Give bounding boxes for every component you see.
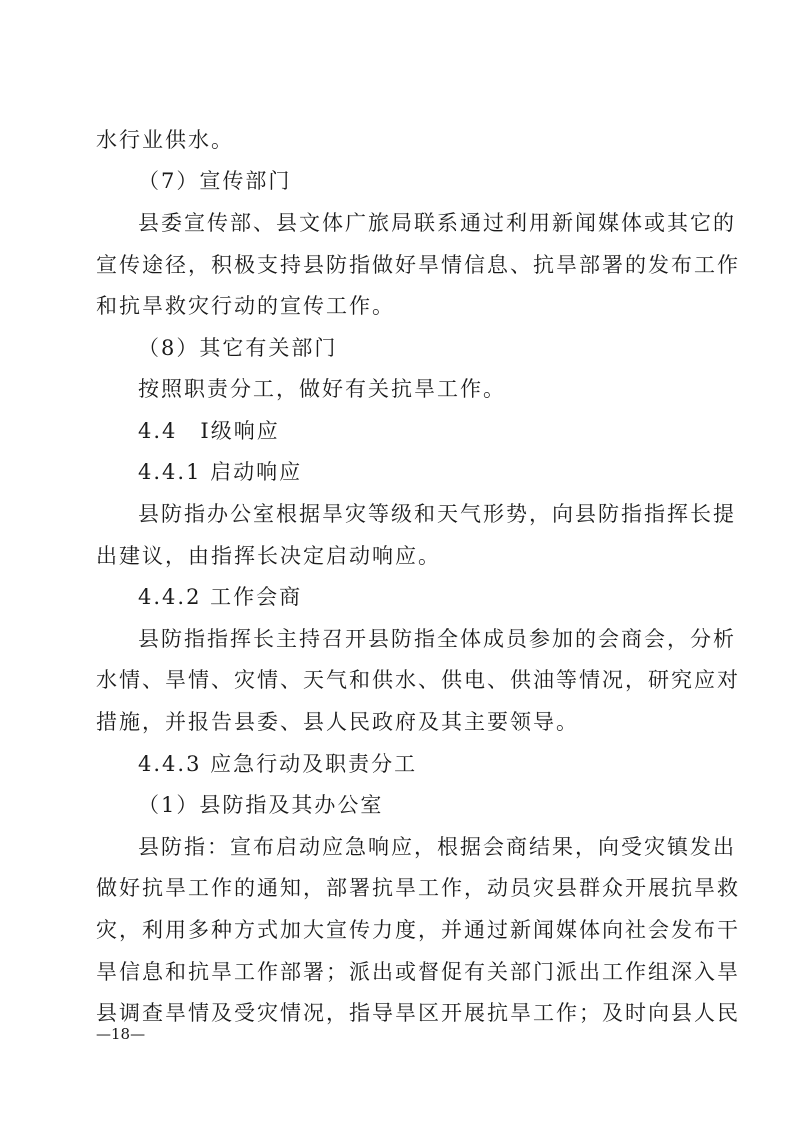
text-line: 县委宣传部、县文体广旅局联系通过利用新闻媒体或其它的 xyxy=(138,211,736,235)
text-line: 和抗旱救灾行动的宣传工作。 xyxy=(96,294,395,318)
text-line: 措施，并报告县委、县人民政府及其主要领导。 xyxy=(96,710,579,734)
section-heading: 4.4 Ⅰ级响应 xyxy=(138,419,280,443)
section-heading: （8）其它有关部门 xyxy=(138,336,338,360)
text-line: 旱信息和抗旱工作部署；派出或督促有关部门派出工作组深入旱 xyxy=(96,960,740,984)
text-line: 县防指指挥长主持召开县防指全体成员参加的会商会，分析 xyxy=(138,627,736,651)
text-line: 县防指：宣布启动应急响应，根据会商结果，向受灾镇发出 xyxy=(138,835,736,859)
text-line: 做好抗旱工作的通知，部署抗旱工作，动员灾县群众开展抗旱救 xyxy=(96,876,740,900)
section-heading: 4.4.1 启动响应 xyxy=(138,460,303,484)
page-number: —18— xyxy=(96,1025,146,1043)
text-line: 水情、旱情、灾情、天气和供水、供电、供油等情况，研究应对 xyxy=(96,668,740,692)
text-line: 县防指办公室根据旱灾等级和天气形势，向县防指指挥长提 xyxy=(138,502,736,526)
text-line: 宣传途径，积极支持县防指做好旱情信息、抗旱部署的发布工作 xyxy=(96,253,740,277)
section-heading: 4.4.3 应急行动及职责分工 xyxy=(138,752,418,776)
text-line: 水行业供水。 xyxy=(96,128,234,152)
text-line: 灾，利用多种方式加大宣传力度，并通过新闻媒体向社会发布干 xyxy=(96,918,740,942)
section-heading: （7）宣传部门 xyxy=(138,169,292,193)
section-heading: 4.4.2 工作会商 xyxy=(138,585,303,609)
text-line: 出建议，由指挥长决定启动响应。 xyxy=(96,544,441,568)
text-line: 县调查旱情及受灾情况，指导旱区开展抗旱工作；及时向县人民 xyxy=(96,1001,740,1025)
text-line: 按照职责分工，做好有关抗旱工作。 xyxy=(138,377,506,401)
section-heading: （1）县防指及其办公室 xyxy=(138,793,384,817)
